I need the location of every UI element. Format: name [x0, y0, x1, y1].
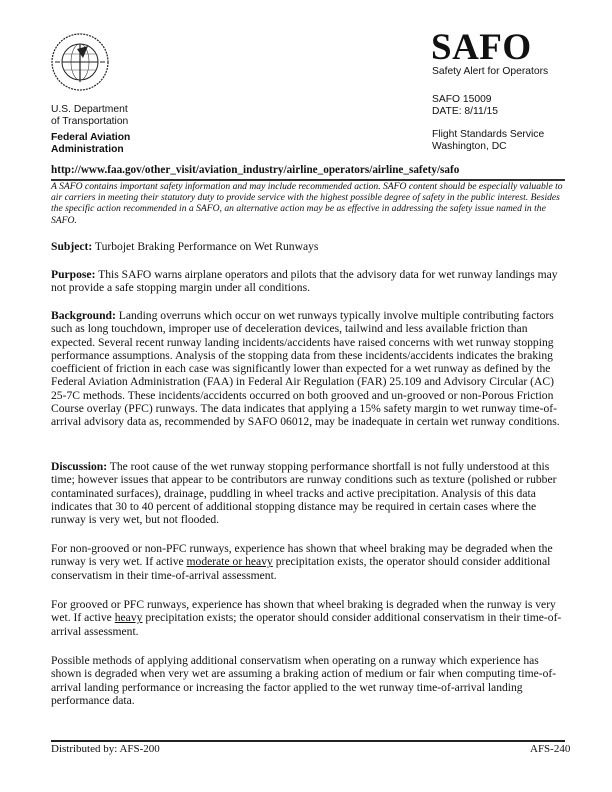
subject-text: Turbojet Braking Performance on Wet Runways [92, 240, 319, 253]
footer-divider [51, 740, 565, 742]
document-subtitle: Safety Alert for Operators [432, 66, 549, 77]
agency-line2: Administration [51, 144, 124, 155]
department-line2: of Transportation [51, 116, 129, 127]
safo-date: DATE: 8/11/15 [432, 106, 499, 117]
safo-disclaimer: A SAFO contains important safety information and may include recommended action. SAFO content should be especially valuable to air carriers in meeting their statutory duty to provide service with the highest possible degree of safety in the public interest. Besides the specific action recommended in a SAFO, an alternative action may be as effective in addressing the safety issue named in the SAFO. [51, 181, 563, 226]
grooved-emphasis: heavy [114, 611, 143, 625]
agency-line1: Federal Aviation [51, 132, 131, 143]
subject-paragraph [51, 240, 565, 253]
service-name: Flight Standards Service [432, 129, 545, 140]
grooved-text-before: For grooved or PFC runways, experience has shown that wheel braking is degraded when the runway is very wet. If active [51, 598, 556, 625]
department-line1: U.S. Department [51, 104, 128, 115]
background-label: Background: [51, 309, 116, 322]
discussion-paragraph [51, 460, 565, 526]
grooved-paragraph [51, 598, 565, 638]
background-paragraph [51, 309, 565, 429]
non-grooved-paragraph [51, 542, 565, 582]
service-location: Washington, DC [432, 141, 507, 152]
methods-paragraph: Possible methods of applying additional conservatism when operating on a runway which experience has shown is degraded when very wet are assuming a braking action of medium or fair when computing time-of-arrival landing performance or increasing the factor applied to the wet runway time-of-arrival landing performance data. [51, 654, 557, 707]
non-grooved-text-before: For non-grooved or non-PFC runways, experience has shown that wheel braking may be degraded when the runway is very wet. If active [51, 542, 553, 569]
safo-number: SAFO 15009 [432, 94, 492, 105]
purpose-text: This SAFO warns airplane operators and pilots that the advisory data for wet runway landings may not provide a safe stopping margin under all conditions. [51, 268, 558, 295]
purpose-paragraph [51, 268, 565, 295]
safo-url-link[interactable]: http://www.faa.gov/other_visit/aviation_industry/airline_operators/airline_safety/safo [51, 164, 460, 176]
purpose-label: Purpose: [51, 268, 96, 281]
grooved-text-after: precipitation exists; the operator should consider additional conservatism in their time-of-arrival assessment. [51, 611, 562, 638]
background-text: Landing overruns which occur on wet runways typically involve multiple contributing factors such as long touchdown, improper use of deceleration devices, tailwind and less available friction than expected. Several recent runway landing incidents/accidents have raised concerns with wet runway stopping performance assumptions. Analysis of the stopping data from these incidents/accidents indicates the braking coefficient of friction in each case was significantly lower than expected for a wet runway as defined by the Federal Aviation Administration (FAA) in Federal Air Regulation (FAR) 25.109 and Advisory Circular (AC) 25-7C methods. These incidents/accidents occurred on both grooved and un-grooved or non-Porous Friction Course overlay (PFC) runways. The data indicates that applying a 15% safety margin to wet runway time-of-arrival advisory data as, recommended by SAFO 06012, may be inadequate in certain wet runway conditions. [51, 309, 560, 429]
discussion-text: The root cause of the wet runway stopping performance shortfall is not fully understood at this time; however issues that appear to be contributors are runway conditions such as texture (polished or rubber contaminated surfaces), drainage, puddling in wheel tracks and active precipitation. Analysis of this data indicates that 30 to 40 percent of additional stopping distance may be required in certain cases where the runway is very wet, but not flooded. [51, 460, 557, 527]
non-grooved-text-after: precipitation exists, the operator should consider additional conservatism in their time-of-arrival assessment. [51, 555, 551, 582]
discussion-label: Discussion: [51, 460, 108, 473]
faa-seal-icon [50, 32, 110, 92]
document-title: SAFO [431, 27, 532, 68]
office-code: AFS-240 [530, 743, 571, 755]
service-block [432, 129, 544, 153]
department-block [51, 104, 130, 156]
non-grooved-emphasis: moderate or heavy [186, 555, 273, 569]
safo-id-block [432, 94, 498, 118]
distributed-by: Distributed by: AFS-200 [51, 743, 160, 755]
subject-label: Subject: [51, 240, 93, 253]
